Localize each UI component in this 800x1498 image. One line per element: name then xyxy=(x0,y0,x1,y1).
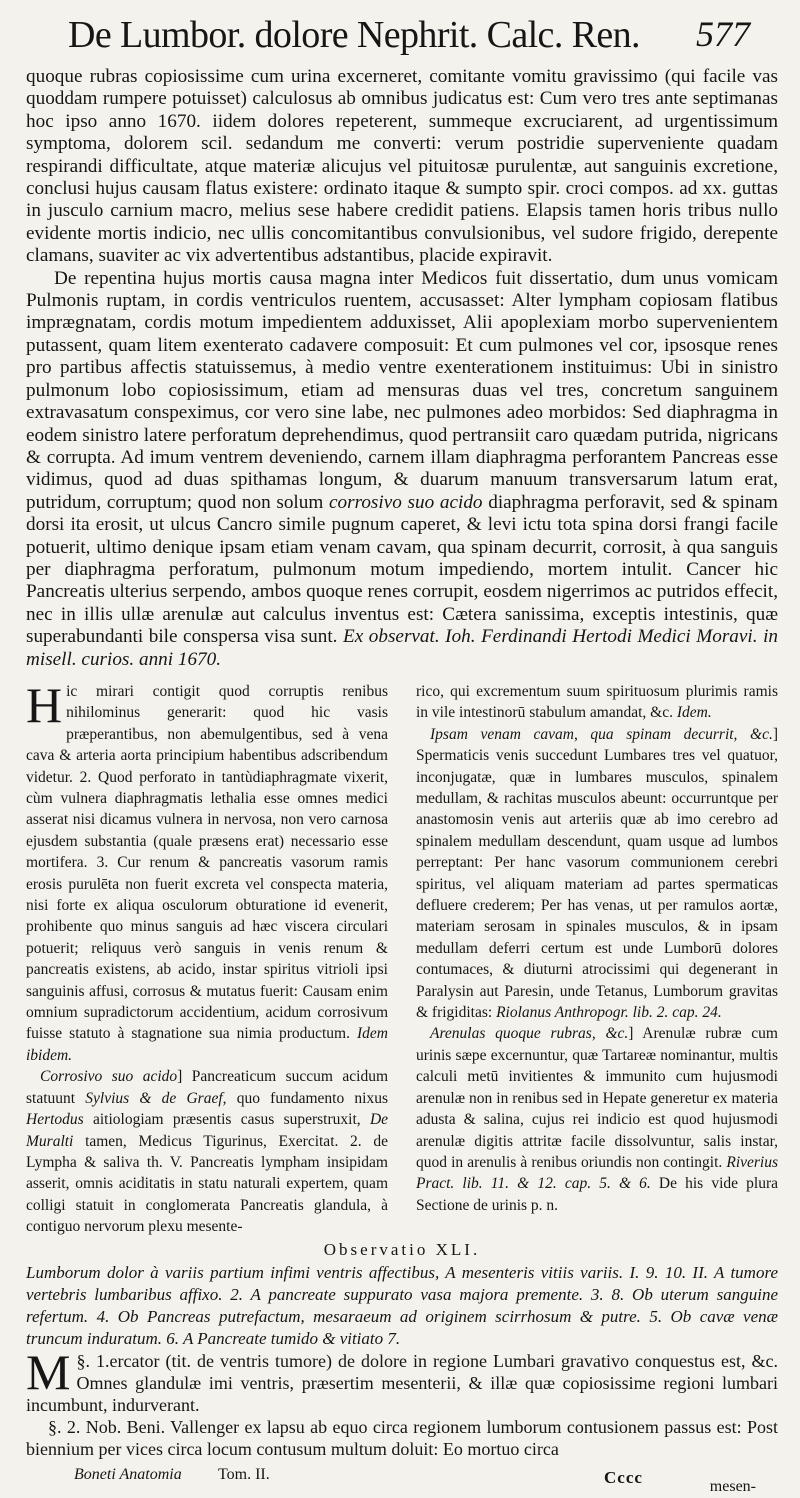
scholion-left-2-text2: quo fundamento nixus xyxy=(236,1089,389,1107)
scholion-right-3-lemma: Arenulas quoque rubras, &c. xyxy=(430,1025,629,1043)
footer-tome: Tom. II. xyxy=(218,1465,270,1483)
autopsy-text: De repentina hujus mortis causa magna inter Medicos fuit dissertatio, dum unus vomicam Pulmonis ruptam, in cordis ventriculos ruentem, accusasset: Alter lympham copiosam flatibus imprægnatam, cordis motum impedientem adduxisset, Alii apoplexiam morbo supervenientem putassent, quam litem exenterato cadavere composuit: Et cum pulmones vel cor, ipsosque renes pro partibus affectis statuissemus, à medio ventre exenterationem instituimus: Ubi in sinistro pulmonum lobo copiosissimum, etiam ad mensuras duas vel tres, concretum sanguinem extravasatum conspeximus, cor vero sine labe, nec pulmones adeo morbidos: Sed diaphragma in eodem sinistro latere perforatum deprehendimus, quod pertransiit caro quædam putrida, nigricans & corrupta. Ad imum ventrem deveniendo, carnem illam diaphragma perforantem Pancreas esse vidimus, quod ad duas spithamas longum, & duarum manuum transversarum latum erat, putridum, corruptum; quod non solum xyxy=(26,267,778,513)
scholion-right-3-cite: Riverius Pract. lib. 11. & 12. cap. 5. & 6. xyxy=(416,1153,779,1193)
observation-section xyxy=(26,1240,778,1460)
scholia-columns xyxy=(26,676,779,1238)
scholion-right-2: Ipsam venam cavam, qua spinam decurrit, &c.] Spermaticis venis succedunt Lumbares tres vel quatuor, inconjugatæ, quæ in lumbares musculos, spinalem medullam, & rachitas musculos abeunt: occurruntque per anastomosin venis aut arteriis quæ ab imo cerebro ad spinalem medullam descendunt, quam usque ad lumbos perreptant: Per hanc vasorum communionem cerebri spiritus, vel aliquam materiam ad partes spermaticas defluere crederem; Per has venas, ut per ramulos aortæ, materiam serosam in spinales musculos, & in ipsam medullam deferri certum est unde Lumborū dolores contumaces, & diuturni atrocissimi qui degenerant in Paralysin aut Paresin, unde Tetanus, Lumborum gravitas & frigiditas: Riolanus Anthropogr. lib. 2. cap. 24. xyxy=(416,725,778,1022)
page-header xyxy=(26,0,778,66)
scholion-left-2-text3: aitiologiam præsentis casus superstruxit, xyxy=(93,1111,361,1129)
observation-summary: Lumborum dolor à variis partium infimi ventris affectibus, A mesenteris vitiis variis. I. 9. 10. II. A tumore vertebris lumbaribus affixo. 2. A pancreate suppurato vasa majora premente. 3. 8. Ob uterum sanguine refertum. 4. Ob Pancreas putrefactum, mesaraeum ad originem scirrhosum & putre. 5. Ob cavæ venæ truncum induratum. 6. A Pancreate tumido & vitiato 7. xyxy=(26,1262,778,1348)
dropcap-m: M xyxy=(26,1343,71,1400)
scholion-left-2-text4: tamen, Medicus Tigurinus, Exercitat. 2. de Lympha & saliva th. V. Pancreatis lympham insipidam asserit, omnis aciditatis in statu naturali expertem, quam colligi statuit in conglomerata Pancreatis glandula, à contiguo nervorum plexu mesente- xyxy=(26,1132,388,1236)
scholion-right-3: Arenulas quoque rubras, &c.] Arenulæ rubræ cum urinis sæpe excernuntur, quæ Tartareæ nominantur, multis calculi metū invitientes & immunito cum hujusmodi arenulæ non in renibus sed in Hepate generetur ex materia adusta & salina, cujus rei indicio est quod hujusmodi arenulæ digitis attritæ facile dissolvuntur, salis instar, quod in arenulis à renibus oriundis non contingit. Riverius Pract. lib. 11. & 12. cap. 5. & 6. De his vide plura Sectione de urinis p. n. xyxy=(416,1025,779,1214)
scholion-right-3-tail: De his vide plura Sectione de urinis p. n. xyxy=(416,1175,778,1214)
catchword: mesen- xyxy=(709,1477,756,1495)
page-number: 577 xyxy=(696,14,750,54)
section-1 xyxy=(26,1343,779,1416)
scholion-left-2-lemma: Corrosivo suo acido xyxy=(40,1068,178,1086)
scholion-left-2-names: Sylvius & de Graef, xyxy=(85,1089,227,1107)
main-text xyxy=(26,66,778,671)
footer-work-title: Boneti Anatomia xyxy=(74,1465,182,1483)
section-2: §. 2. Nob. Beni. Vallenger ex lapsu ab equo circa regionem lumborum contusionem passus est: Post biennium per vices circa locum contusum multum doluit: Eo mortuo circa xyxy=(26,1416,778,1459)
section-1-text: ercator (tit. de ventris tumore) de dolore in regione Lumbari gravativo conquestus est, &c. Omnes glandulæ imi ventris, præsertim mesenterii, & illæ quæ copiosissime regioni lumbari incumbunt, indurverant. xyxy=(26,1350,779,1415)
autopsy-text-rest: diaphragma perforavit, sed & spinam dorsi ita erosit, ut ulcus Cancro simile pugnum caperet, & levi ictu tota spina dorsi frangi facile potuerit, ultimo denique ipsam etiam venam cavam, qua spinam decurrit, corrosit, à qua sanguis per diaphragma perforatum, pulmonum motum impediendo, mortem intulit. Cancer hic Pancreatis ulterius serpendo, ambos quoque renes corrupit, eosdem nigerrimos ac putridos effecit, nec in illis ullæ arenulæ aut calculus inventus est: Cætera sanissima, exceptis intestinis, quæ superabundanti bile conspersa visa sunt. xyxy=(26,491,778,648)
autopsy-source: Ex observat. Ioh. Ferdinandi Hertodi Medici Moravi. in misell. curios. anni 1670. xyxy=(26,626,778,670)
scholion-right-2-text: Spermaticis venis succedunt Lumbares tres vel quatuor, inconjugatæ, quæ in lumbares musculos, spinalem medullam, & rachitas musculos abeunt: occurruntque per anastomosin venis aut arteriis quæ ab imo cerebro ad spinalem medullam descendunt, quam usque ad lumbos perreptant: Per hanc vasorum communionem cerebri spiritus, vel aliquam materiam ad partes spermaticas defluere crederem; Per has venas, ut per ramulos aortæ, materiam serosam in spinales musculos, & in ipsam medullam deferri certum est unde Lumborū dolores contumaces, & diuturni atrocissimi qui degenerant in Paralysin aut Paresin, unde Tetanus, Lumborum gravitas & frigiditas: xyxy=(416,747,778,1022)
scholion-right-1 xyxy=(416,681,778,724)
scholion-left-1 xyxy=(26,676,389,1066)
running-title: De Lumbor. dolore Nephrit. Calc. Ren. xyxy=(68,14,640,56)
observation-heading: Observatio XLI. xyxy=(323,1239,481,1259)
scholion-left-1-text: ic mirari contigit quod corruptis renibus nihilominus generarit: quod hic vasis præperantibus, non abemulgentibus, sed à vena cava & arteria aorta principium habentibus adscribendum videtur. 2. Quod perforato in tantùdiaphragmate vixerit, cùm vulnera diaphragmatis lethalia esse omnes medici asserat nisi dicamus vulnera in nervosa, non vero carnosa ejusdem substantia (quale præsens erat) necessario esse mortifera. 3. Cur renum & pancreatis vasorum ramis erosis purulēta non fuerit excreta vel conspecta materia, nisi forte ex aliqua osculorum obturatione id evenerit, prohibente quo minus sanguis ad hæc viscera circulari potuerit; reliquus verò sanguis in venis renum & pancreatis existens, ab acido, instar spiritus vitrioli ipsi sanguinis affusi, corrosus & mutatus fuerit: Causam enim omnium supradictorum accidentium, acidum corrosivum fuisse statuto à stagnatione sua nimia productum. xyxy=(26,682,388,1043)
section-1-number: §. 1. xyxy=(76,1350,110,1371)
dropcap-h: H xyxy=(26,676,63,733)
scholia-left-column xyxy=(26,676,389,1238)
autopsy-italic-phrase: corrosivo suo acido xyxy=(329,491,483,513)
paragraph-autopsy xyxy=(26,268,778,671)
scholion-left-2-text: Pancreaticum succum acidum statuunt xyxy=(26,1068,388,1107)
scholion-left-2-name2: Hertodus xyxy=(26,1111,84,1129)
scholion-right-1-text: rico, qui excrementum suum spirituosum plurimis ramis in vile intestinorū stabulum amandat, &c. xyxy=(416,682,778,722)
scholia-right-column xyxy=(416,681,778,1238)
page-footer xyxy=(26,1464,778,1498)
scholion-right-1-cite: Idem. xyxy=(676,704,712,722)
scholion-left-1-cite: Idem ibidem. xyxy=(26,1025,389,1064)
scholion-left-2-name3: De Muralti xyxy=(26,1111,389,1150)
scholion-right-3-text: Arenulæ rubræ cum urinis sæpe excernuntur, quæ Tartareæ nominantur, multis calculi metū invitientes & immunito cum hujusmodi arenulæ non in renibus sed in Hepate generetur ex materia adusta & salina, cujus rei indicio est quod hujusmodi arenulæ digitis attritæ facile dissolvuntur, salis instar, quod in arenulis à renibus oriundis non contingit. xyxy=(416,1025,778,1171)
scholion-right-2-cite: Riolanus Anthropogr. lib. 2. cap. 24. xyxy=(496,1004,722,1022)
paragraph-continuation: quoque rubras copiosissime cum urina excerneret, comitante vomitu gravissimo (qui facile vas quoddam rumpere potuisset) calculosus ab omnibus judicatus est: Cum vero tres ante septimanas hoc ipso anno 1670. iidem dolores repeterent, summeque excruciarent, ad urgentissimum symptoma, dolorem scil. sedandum me converti: verum postridie superveniente quadam respirandi difficultate, atque materiæ alicujus vel pituitosæ purulentæ, aut sanguinis excretione, conclusi hujus causam flatus existere: ordinato itaque & sumpto spir. croci compos. ad xx. guttas in jusculo carnium macro, melius sese habere credidit patiens. Elapsis tamen horis tribus nullo evidente mortis indicio, nec ullis concomitantibus convulsionibus, vel sudore frigido, derepente clamans, suaviter ac vix advertentibus adstantibus, placide expiravit. xyxy=(26,66,778,267)
scholion-left-2: Corrosivo suo acido] Pancreaticum succum acidum statuunt Sylvius & de Graef, quo fundamento nixus Hertodus aitiologiam præsentis casus superstruxit, De Muralti tamen, Medicus Tigurinus, Exercitat. 2. de Lympha & saliva th. V. Pancreatis lympham insipidam asserit, omnis aciditatis in statu naturali expertem, quam colligi statuit in conglomerata Pancreatis glandula, à contiguo nervorum plexu mesente- xyxy=(26,1068,389,1236)
scholion-right-2-lemma: Ipsam venam cavam, qua spinam decurrit, &c. xyxy=(430,725,773,743)
signature-mark: Cccc xyxy=(604,1467,643,1487)
